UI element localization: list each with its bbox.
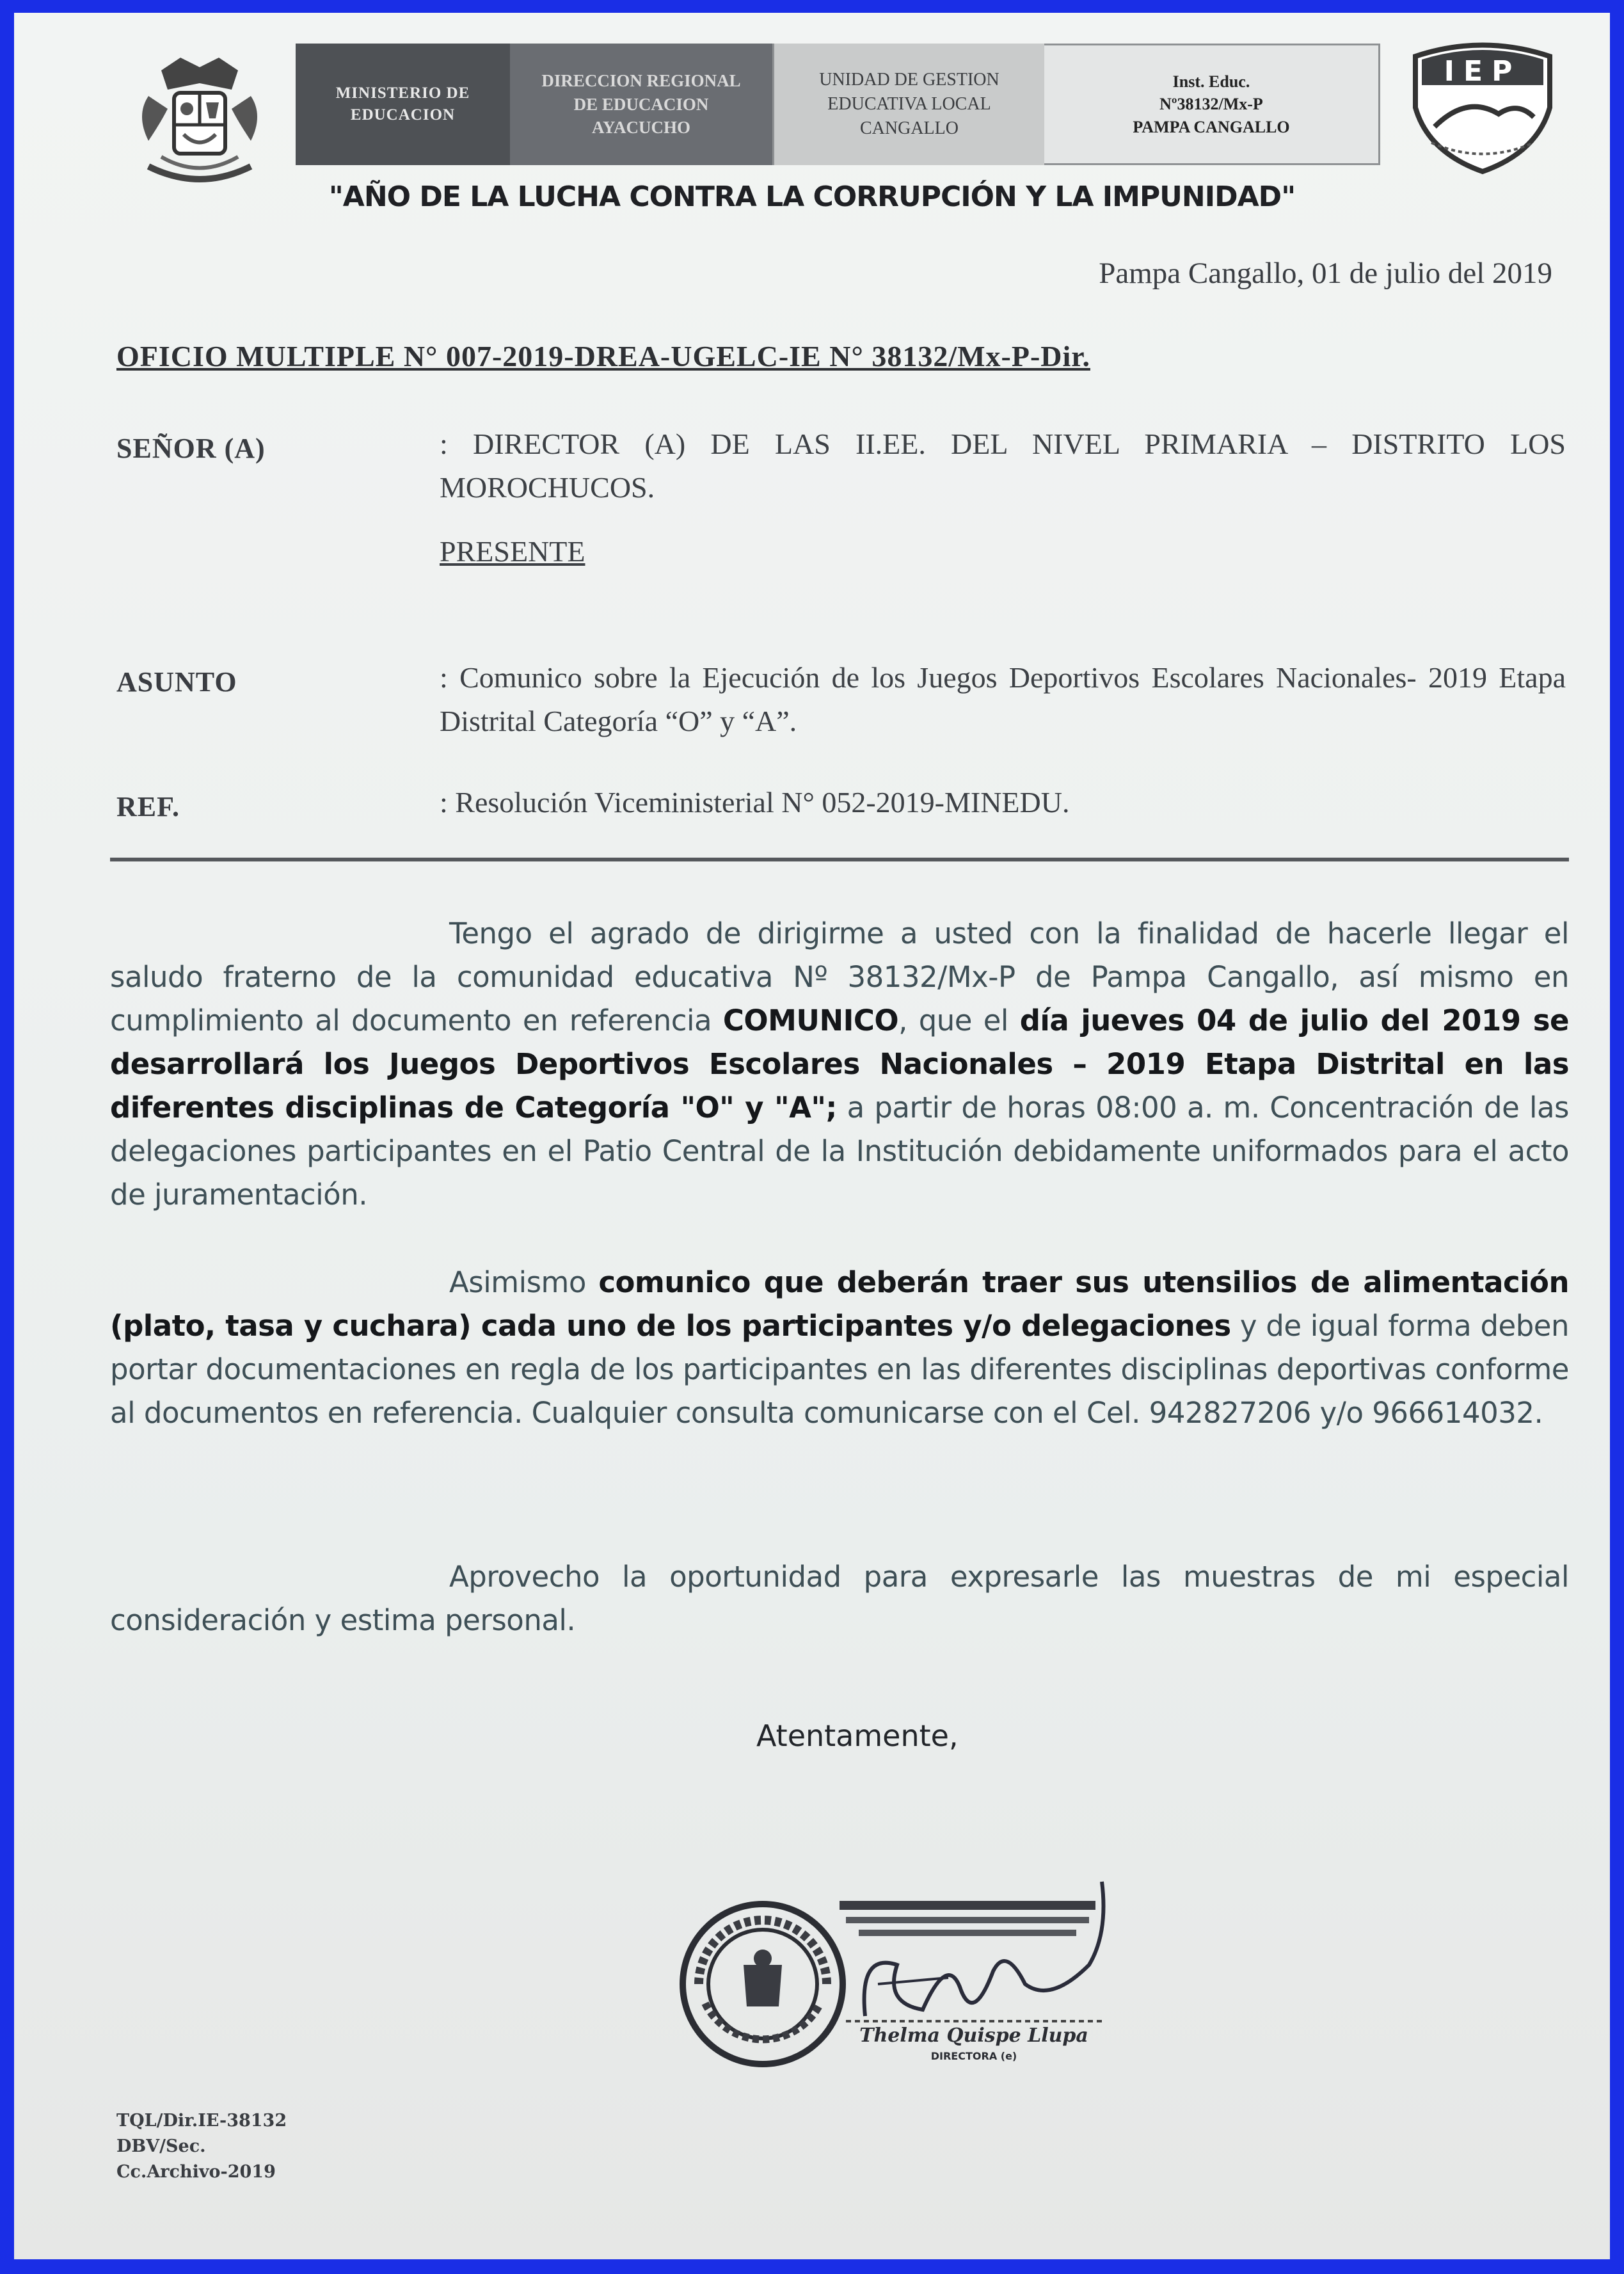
p1-text-c: , que el: [898, 1004, 1020, 1037]
presente-text: PRESENTE: [440, 535, 585, 568]
addressee-value: : DIRECTOR (A) DE LAS II.EE. DEL NIVEL PRIMARIA – DISTRITO LOS MOROCHUCOS.: [440, 428, 1566, 504]
p1-text-a: Tengo el agrado de dirigirme a usted con la finalidad de hacerle llegar el saludo fraterno de la comunidad educativa Nº 38132/Mx-P de Pampa Cangallo, así mismo en cumplimiento al documento en referencia: [110, 917, 1569, 1037]
p2-text-a: Asimismo: [449, 1265, 599, 1299]
coat-of-arms-icon: [123, 45, 276, 198]
header-ministerio-text: MINISTERIO DE EDUCACION: [335, 84, 470, 124]
header-institucion-text: Inst. Educ. Nº38132/Mx-P PAMPA CANGALLO: [1133, 72, 1290, 136]
asunto-value: : Comunico sobre la Ejecución de los Juegos Deportivos Escolares Nacionales- 2019 Etapa Distrital Categoría “O” y “A”.: [440, 661, 1566, 737]
footer-line-2: DBV/Sec.: [116, 2136, 206, 2156]
header-unidad: [772, 44, 1044, 165]
addressee-label: SEÑOR (A): [116, 433, 266, 464]
p2-text-c: y de igual forma deben portar documentaciones en regla de los participantes en las diferentes disciplinas deportivas conforme al documentos en referencia. Cualquier consulta comunicarse con el Cel. 942827206 y/o 966614032.: [110, 1309, 1569, 1430]
ref-value: : Resolución Viceministerial N° 052-2019-MINEDU.: [440, 786, 1070, 819]
header-ministerio: [296, 44, 510, 165]
footer-line-1: TQL/Dir.IE-38132: [116, 2111, 287, 2131]
asunto-label: ASUNTO: [116, 666, 237, 698]
p1-text-e: a partir de horas 08:00 a. m. Concentración de las delegaciones participantes en el Patio Central de la Institución debidamente uniformados para el acto de juramentación.: [110, 1091, 1569, 1212]
signature-icon: [820, 1856, 1127, 2067]
header-direccion-text: DIRECCION REGIONAL DE EDUCACION AYACUCHO: [541, 71, 741, 138]
header-unidad-text: UNIDAD DE GESTION EDUCATIVA LOCAL CANGALLO: [819, 70, 999, 138]
document-sheet: [14, 13, 1610, 2259]
oficio-number: OFICIO MULTIPLE N° 007-2019-DREA-UGELC-IE N° 38132/Mx-P-Dir.: [116, 340, 1090, 372]
document-date: Pampa Cangallo, 01 de julio del 2019: [1099, 257, 1552, 290]
p2-utensils-notice: comunico que deberán traer sus utensilios de alimentación (plato, tasa y cuchara) cada uno de los participantes y/o delegaciones: [110, 1265, 1570, 1343]
section-divider: [110, 858, 1569, 861]
signature-role: DIRECTORA (e): [930, 2050, 1017, 2062]
ref-label: REF.: [116, 791, 180, 822]
body-paragraph-2: [110, 1261, 1569, 1435]
body-paragraph-3: Aprovecho la oportunidad para expresarle las muestras de mi especial consideración y estima personal.: [110, 1560, 1569, 1637]
header-institucion: [1044, 44, 1380, 165]
p1-comunico: COMUNICO: [722, 1004, 899, 1037]
header-direccion: [510, 44, 772, 165]
iep-logo-text: IEP: [1444, 55, 1522, 88]
closing-text: Atentamente,: [756, 1718, 959, 1753]
signature-name: Thelma Quispe Llupa: [859, 2024, 1088, 2047]
p1-event-details: día jueves 04 de julio del 2019 se desarrollará los Juegos Deportivos Escolares Nacionales – 2019 Etapa Distrital en las diferentes disciplinas de Categoría "O" y "A";: [110, 1004, 1569, 1125]
footer-line-3: Cc.Archivo-2019: [116, 2162, 276, 2182]
year-motto: "AÑO DE LA LUCHA CONTRA LA CORRUPCIÓN Y LA IMPUNIDAD": [328, 180, 1296, 213]
body-paragraph-1: [110, 912, 1569, 1217]
iep-logo-icon: [1403, 37, 1563, 178]
